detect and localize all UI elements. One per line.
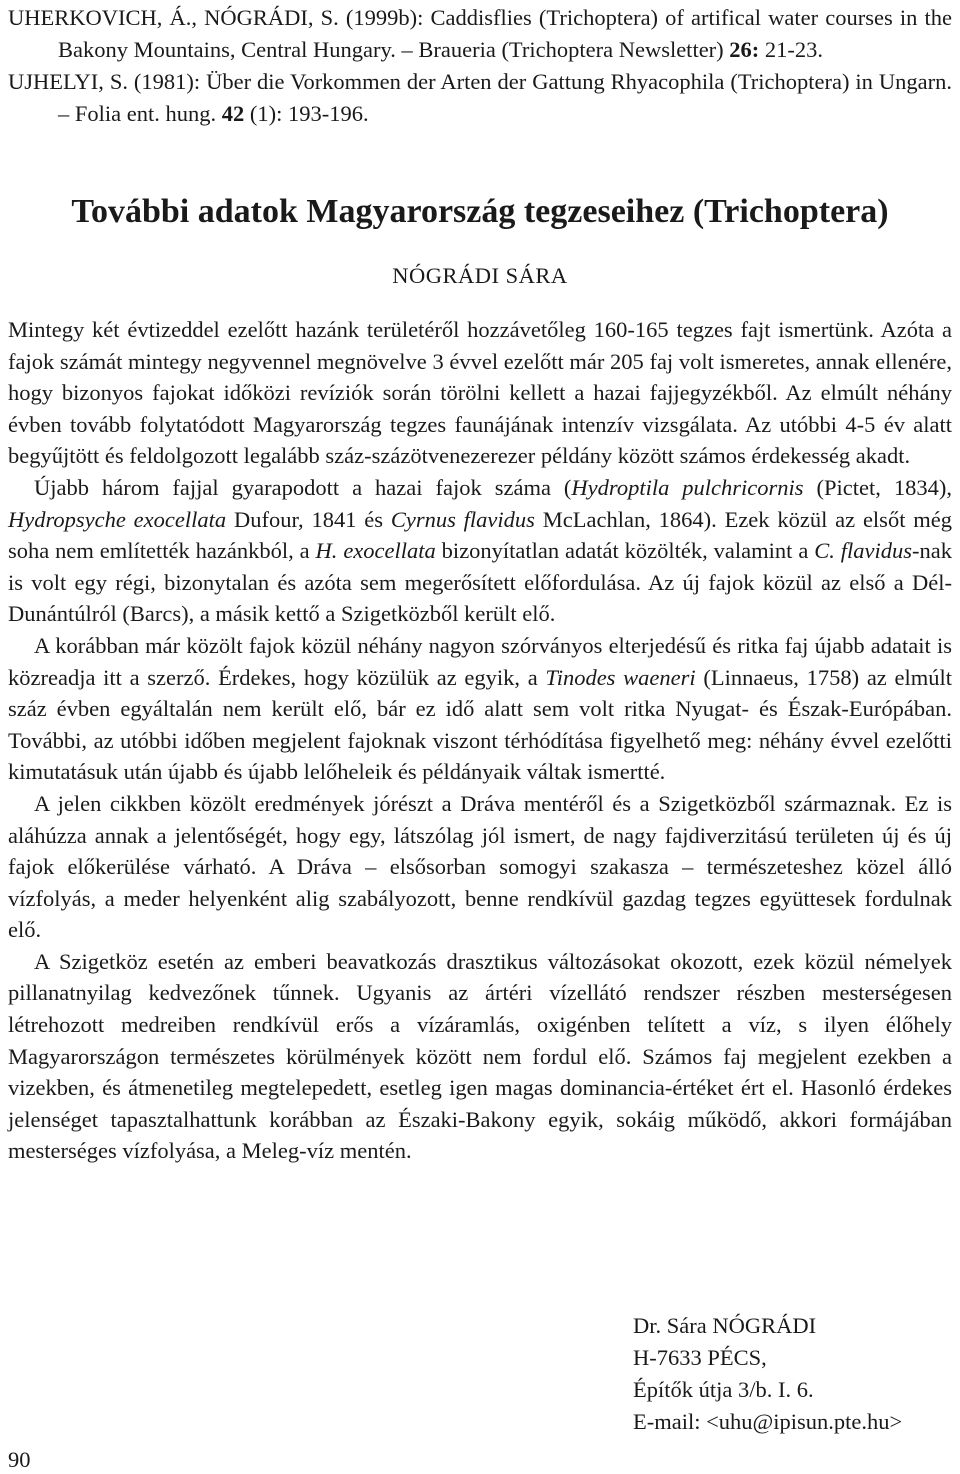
page: [8, 0, 952, 1167]
body-paragraph: A jelen cikkben közölt eredmények jórészt a Dráva mentéről és a Szigetközből származnak. Ez is aláhúzza annak a jelentőségét, hogy egy, látszólag jól ismert, de nagy fajdiverzitású területen új és új fajok előkerülése várható. A Dráva – elsősorban somogyi szakasza – természeteshez közel álló vízfolyás, a meder helyenként alig szabályozott, benne rendkívül gazdag tegzes együttesek fordulnak elő.: [8, 790, 952, 943]
address-name: Dr. Sára NÓGRÁDI: [633, 1313, 817, 1338]
reference-list: [8, 2, 952, 130]
page-number: 90: [8, 1447, 31, 1472]
address-city: H-7633 PÉCS,: [633, 1345, 767, 1370]
reference-item: UJHELYI, S. (1981): Über die Vorkommen der Arten der Gattung Rhyacophila (Trichoptera) in Ungarn. – Folia ent. hung. 42 (1): 193-196.: [8, 69, 952, 126]
body-paragraph: Újabb három fajjal gyarapodott a hazai fajok száma (Hydroptila pulchricornis (Pictet, 1834), Hydropsyche exocellata Dufour, 1841 és Cyrnus flavidus McLachlan, 1864). Ezek közül az elsőt még soha nem említették hazánkból, a H. exocellata bizonyítatlan adatát közölték, valamint a C. flavidus-nak is volt egy régi, bizonytalan és azóta sem megerősített előfordulása. Az új fajok közül az első a Dél-Dunántúlról (Barcs), a másik kettő a Szigetközből került elő.: [8, 474, 952, 627]
body-paragraph: Mintegy két évtizeddel ezelőtt hazánk területéről hozzávetőleg 160-165 tegzes fajt ismertünk. Azóta a fajok számát mintegy negyvennel megnövelve 3 évvel ezelőtt már 205 faj volt ismeretes, annak ellenére, hogy bizonyos fajokat időközi revíziók során törölni kellett a hazai fajjegyzékből. Az elmúlt néhány évben tovább folytatódott Magyarország tegzes faunájának intenzív vizsgálata. Az utóbbi 4-5 év alatt begyűjtött és feldolgozott legalább száz-százötvenezerezer példány között számos érdekesség akadt.: [8, 317, 952, 469]
reference-item: UHERKOVICH, Á., NÓGRÁDI, S. (1999b): Caddisflies (Trichoptera) of artifical water courses in the Bakony Mountains, Central Hungary. – Braueria (Trichoptera Newsletter) 26: 21-23.: [8, 5, 952, 62]
article-body: [8, 314, 952, 1167]
address-street: Építők útja 3/b. I. 6.: [633, 1377, 814, 1402]
article-title: További adatok Magyarország tegzeseihez (Trichoptera): [71, 193, 889, 230]
body-paragraph: A Szigetköz esetén az emberi beavatkozás drasztikus változásokat okozott, ezek közül némelyek pillanatnyilag kedvezőnek tűnnek. Ugyanis az ártéri vízellátó rendszer részben mesterségesen létrehozott medreiben rendkívül erős a vízáramlás, oxigénben telített a víz, s ilyen élőhely Magyarországon természetes körülmények között nem fordul elő. Számos faj megjelent ezekben a vizekben, és átmenetileg megtelepedett, esetleg igen magas dominancia-értéket ért el. Hasonló érdekes jelenséget tapasztalhattunk korábban az Északi-Bakony egyik, sokáig működő, akkori formájában mesterséges vízfolyása, a Meleg-víz mentén.: [8, 948, 952, 1164]
article-author: NÓGRÁDI SÁRA: [392, 263, 568, 288]
address-email: E-mail: <uhu@ipisun.pte.hu>: [633, 1409, 903, 1434]
body-paragraph: A korábban már közölt fajok közül néhány nagyon szórványos elterjedésű és ritka faj újabb adatait is közreadja itt a szerző. Érdekes, hogy közülük az egyik, a Tinodes waeneri (Linnaeus, 1758) az elmúlt száz évben egyáltalán nem került elő, bár ez idő alatt sem volt ritka Nyugat- és Észak-Európában. További, az utóbbi időben megjelent fajoknak viszont térhódítása figyelhető meg: néhány évvel ezelőtti kimutatásuk után újabb és újabb lelőheleik és példányaik váltak ismertté.: [8, 632, 952, 785]
author-address: [633, 1310, 902, 1438]
